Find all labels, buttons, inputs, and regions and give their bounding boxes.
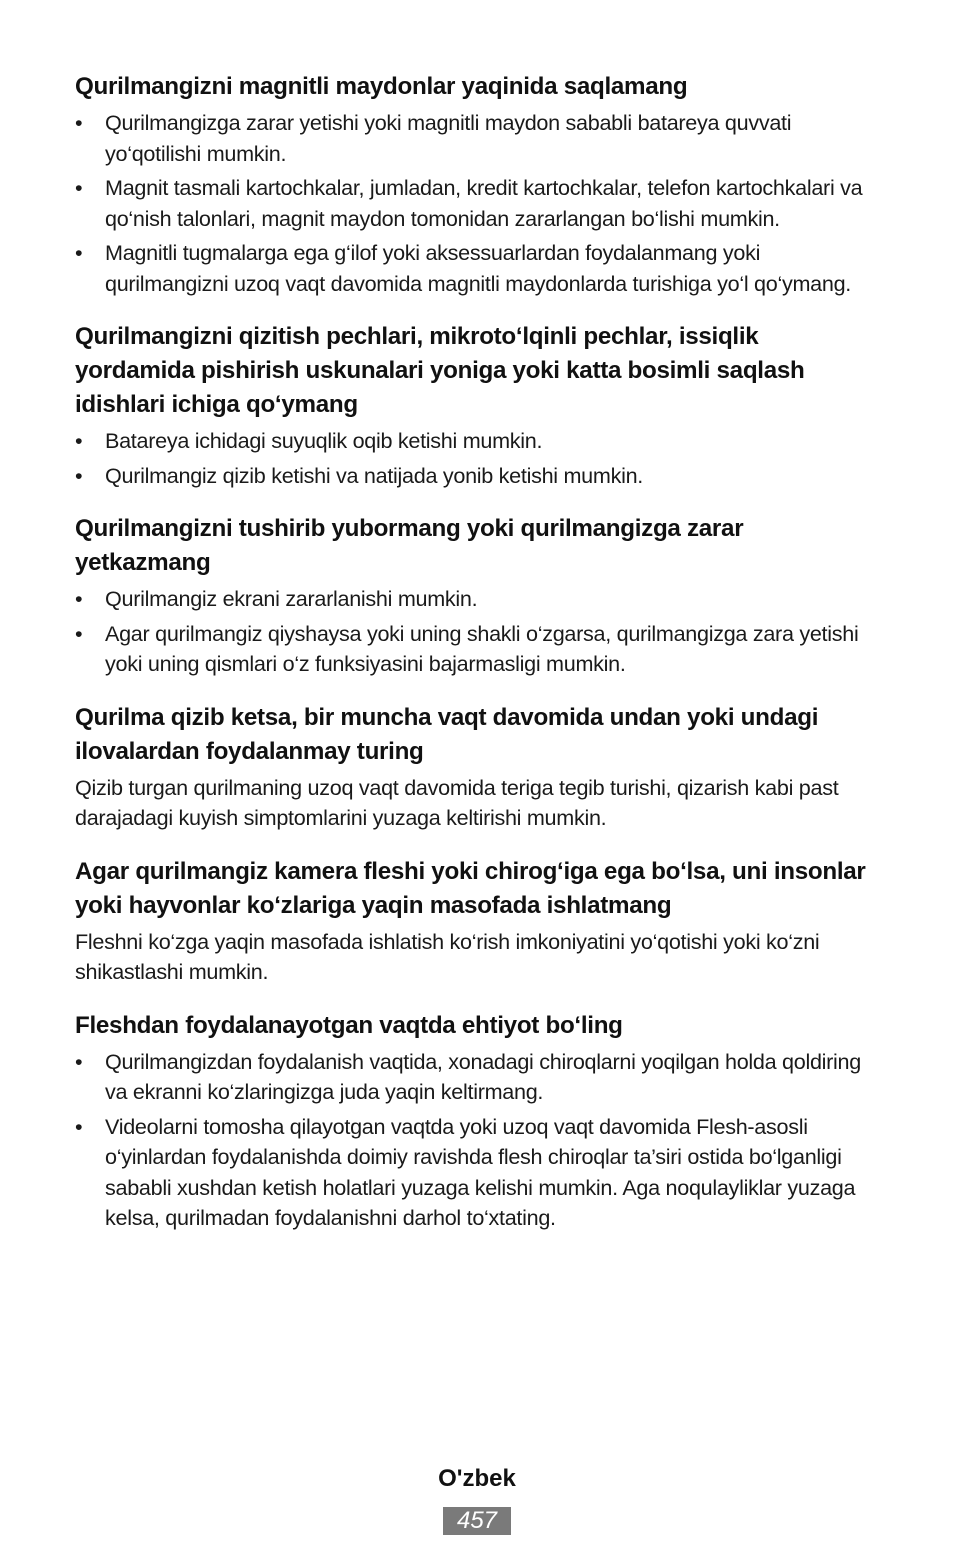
section-heating-devices	[75, 320, 883, 491]
bullet-icon: •	[75, 620, 83, 646]
section-heading: Qurilmangizni tushirib yubormang yoki qurilmangizga zarar yetkazmang	[75, 515, 744, 576]
bullet-icon: •	[75, 586, 83, 611]
list-item: • Agar qurilmangiz qiyshaysa yoki uning shakli o‘zgarsa, qurilmangizga zara yetishi yoki uning qismlari o‘z funksiyasini bajarmasligi mumkin.	[75, 620, 859, 676]
section-heading: Qurilmangizni qizitish pechlari, mikroto‘lqinli pechlar, issiqlik yordamida pishirish uskunalari yoniga yoki katta bosimli saqlash idishlari ichiga qo‘ymang	[75, 323, 805, 418]
list-item: • Videolarni tomosha qilayotgan vaqtda yoki uzoq vaqt davomida Flesh-asosli o‘yinlardan foydalanishda doimiy ravishda flesh chiroqlar ta’siri ostida bo‘lganligi sababli xushdan ketish holatlari yuzaga kelishi mumkin. Aga noqulayliklar yuzaga kelsa, qurilmadan foydalanishni darhol to‘xtating.	[75, 1113, 856, 1230]
bullet-icon: •	[75, 175, 83, 200]
bullet-icon: •	[75, 462, 83, 488]
bullet-icon: •	[75, 1048, 83, 1074]
footer-language: O'zbek	[438, 1465, 516, 1492]
list-item: • Magnitli tugmalarga ega g‘ilof yoki aksessuarlardan foydalanmang yoki qurilmangizni uzoq vaqt davomida magnitli maydonlarda turishiga yo‘l qo‘ymang.	[75, 240, 851, 296]
page-number: 457	[443, 1507, 511, 1535]
section-heading: Fleshdan foydalanayotgan vaqtda ehtiyot bo‘ling	[75, 1011, 623, 1039]
bullet-list	[75, 584, 883, 680]
section-heading: Agar qurilmangiz kamera fleshi yoki chirog‘iga ega bo‘lsa, uni insonlar yoki hayvonlar ko‘zlariga yaqin masofada ishlatmang	[75, 857, 866, 919]
bullet-list	[75, 426, 883, 491]
bullet-icon: •	[75, 428, 83, 453]
bullet-list	[75, 1047, 883, 1234]
list-item: • Qurilmangiz ekrani zararlanishi mumkin.	[75, 584, 883, 615]
list-item: • Qurilmangizga zarar yetishi yoki magnitli maydon sababli batareya quvvati yo‘qotilishi mumkin.	[75, 110, 792, 166]
list-item: • Qurilmangizdan foydalanish vaqtida, xonadagi chiroqlarni yoqilgan holda qoldiring va ekranni ko‘zlaringizga juda yaqin keltirmang.	[75, 1048, 861, 1104]
section-heading: Qurilmangizni magnitli maydonlar yaqinida saqlamang	[75, 73, 688, 100]
document-body	[75, 70, 883, 1255]
section-overheating	[75, 701, 883, 834]
section-body: Qizib turgan qurilmaning uzoq vaqt davomida teriga tegib turishi, qizarish kabi past darajadagi kuyish simptomlarini yuzaga keltirishi mumkin.	[75, 774, 839, 830]
section-body: Fleshni ko‘zga yaqin masofada ishlatish ko‘rish imkoniyatini yo‘qotishi yoki ko‘zni shikastlashi mumkin.	[75, 928, 820, 984]
bullet-icon: •	[75, 240, 83, 265]
list-item: • Qurilmangiz qizib ketishi va natijada yonib ketishi mumkin.	[75, 461, 883, 492]
section-heading: Qurilma qizib ketsa, bir muncha vaqt davomida undan yoki undagi ilovalardan foydalanmay turing	[75, 703, 819, 765]
section-drop-damage	[75, 512, 883, 680]
list-item: • Batareya ichidagi suyuqlik oqib ketishi mumkin.	[75, 426, 883, 457]
bullet-icon: •	[75, 110, 83, 135]
bullet-icon: •	[75, 1113, 83, 1139]
section-camera-flash	[75, 855, 883, 988]
section-flash-caution	[75, 1009, 883, 1234]
section-magnetic-fields	[75, 70, 883, 299]
bullet-list	[75, 108, 883, 299]
list-item: • Magnit tasmali kartochkalar, jumladan, kredit kartochkalar, telefon kartochkalari va qo‘nish talonlari, magnit maydon tomonidan zararlangan bo‘lishi mumkin.	[75, 175, 863, 231]
